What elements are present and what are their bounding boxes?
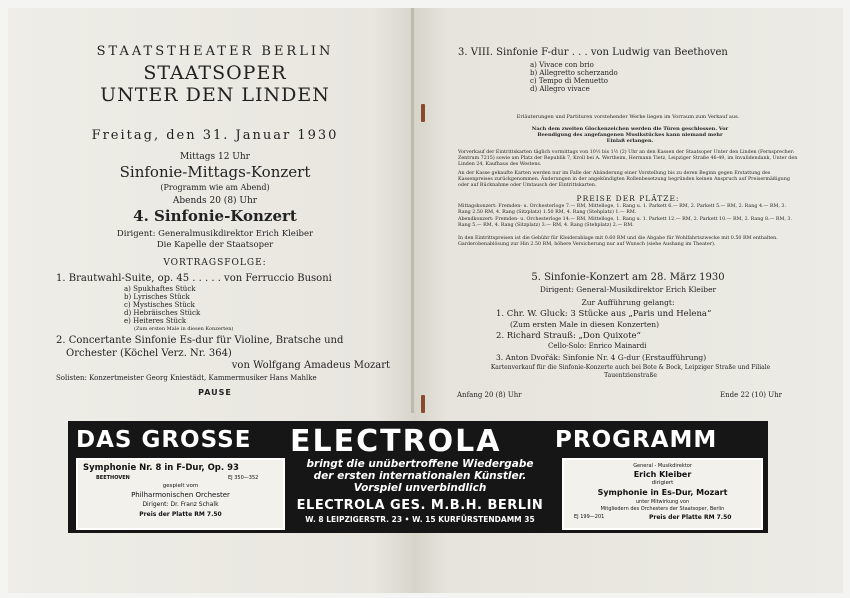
evening-title: 4. Sinfonie-Konzert — [133, 207, 297, 225]
notice-doors: Nach dem zweiten Glockenzeichen werden die Türen geschlossen. Vor Beendigung des angefangenen Musikstückes kann niemand mehr Einlaß erlangen. — [531, 126, 729, 144]
midday-time: Mittags 12 Uhr — [180, 152, 250, 162]
item3-part: c) Tempo di Menuetto — [530, 77, 608, 85]
item1-parts — [124, 285, 200, 325]
ad-left-conductor: Dirigent: Dr. Franz Schalk — [142, 501, 219, 508]
conductor: Dirigent: Generalmusikdirektor Erich Kleiber — [116, 229, 314, 239]
ad-right-code: EJ 199—201 — [574, 514, 605, 520]
ad-word-3: PROGRAMM — [555, 427, 718, 453]
ad-left-orchestra: Philharmonischen Orchester — [131, 491, 230, 499]
ad-right-price: Preis der Platte RM 7.50 — [649, 514, 732, 521]
ad-right-title: Symphonie in Es-Dur, Mozart — [597, 488, 728, 497]
prices-note: In den Eintrittspreisen ist die Gebühr für Kleiderablage mit 0.60 RM und die Abgabe für Wohlfahrtszwecke mit 0.50 RM enthalten. Garderobenablösung zur Hin 2.50 RM, höhere Versicherung nur auf Wunsch (siehe Aushang im Theater). — [458, 236, 778, 247]
presale-info: Vorverkauf der Eintrittskarten täglich vormittags von 10½ bis 1½ (2) Uhr an den Kassen der Staatsoper Unter den Linden (Fernsprecher: Zentrum 7215) sowie am Platz der Republik 7, Kroll bei A. Wertheim, Hermann Tietz, Leipziger Straße 46-49, im Invalidendank, Unter den Linden 24, Kaufhaus des Westens. — [458, 150, 798, 167]
next-concert-title: 5. Sinfonie-Konzert am 28. März 1930 — [531, 272, 725, 283]
next-conductor: Dirigent: General-Musikdirektor Erich Kleiber — [539, 285, 717, 294]
ad-right-pre: General - Musikdirektor — [633, 463, 692, 469]
ad-left-title: Symphonie Nr. 8 in F-Dur, Op. 93 — [83, 463, 239, 473]
item1-part: e) Heiteres Stück — [124, 317, 187, 325]
ad-word-2: ELECTROLA — [290, 424, 502, 459]
midday-note: (Programm wie am Abend) — [160, 183, 270, 192]
refund-info: An der Kasse gekaufte Karten werden nur im Falle der Abänderung einer Vorstellung bis zu deren Beginn gegen Erstattung des Kassenpreises zurückgenommen. Änderungen in der angekündigten Rollenbesetzung begründen keinen Anspruch auf Preisermäßigung oder auf Rücknahme oder Umtausch der Eintrittskarten. — [458, 171, 790, 188]
item1-note: (Zum ersten Male in diesen Konzerten) — [134, 326, 234, 332]
item1-part: d) Hebräisches Stück — [124, 309, 201, 317]
house-line-2: UNTER DEN LINDEN — [100, 84, 330, 106]
ad-address: W. 8 LEIPZIGERSTR. 23 • W. 15 KURFÜRSTENDAMM 35 — [305, 515, 535, 524]
center-fold — [411, 8, 414, 413]
evening-time: Abends 20 (8) Uhr — [172, 196, 258, 206]
ad-left-code: EJ 350—352 — [228, 475, 259, 481]
item3-part: d) Allegro vivace — [530, 85, 590, 93]
ad-word-1: DAS GROSSE — [76, 427, 252, 453]
ad-center-text — [286, 458, 554, 494]
ad-right-orchestra: Mitgliedern des Orchesters der Staatsoper, Berlin — [600, 506, 725, 512]
end-time: Ende 22 (10) Uhr — [720, 391, 782, 399]
orchestra: Die Kapelle der Staatsoper — [156, 240, 274, 250]
ad-left-box — [76, 458, 285, 530]
notice-scores: Erläuterungen und Partituren vorstehender Werke liegen im Vorraum zum Verkauf aus. — [516, 114, 740, 120]
ad-center-line-2: der ersten internationalen Künstler. — [313, 470, 527, 482]
prices-midday: Mittagskonzert: Fremden- u. Orchesterloge 7.— RM, Mittelloge, 1. Rang u. 1. Parkett 6.— RM, 2. Parkett 5.— RM, 2. Rang 4.— RM, 3. Rang 2.50 RM, 4. Rang (Sitzplatz) 1.50 RM, 4. Rang (Stehplatz) 1.— RM. — [458, 204, 786, 215]
midday-title: Sinfonie-Mittags-Konzert — [119, 163, 311, 181]
item3-part: b) Allegretto scherzando — [530, 69, 618, 77]
item2-title-a: 2. Concertante Sinfonie Es-dur für Violine, Bratsche und — [56, 335, 344, 346]
item2-composer: von Wolfgang Amadeus Mozart — [231, 360, 390, 371]
item2-title-b: Orchester (Köchel Verz. Nr. 364) — [66, 348, 232, 359]
next-item-2-note: Cello-Solo: Enrico Mainardi — [548, 342, 647, 350]
pause: PAUSE — [198, 388, 232, 397]
prices-evening: Abendkonzert: Fremden- u. Orchesterloge 14.— RM, Mittelloge, 1. Rang u. 1. Parkett 12.— RM, 2. Parkett 10.— RM, 2. Rang 8.— RM, 3. Rang 5.— RM, 4. Rang (Sitzplatz) 3.— RM, 4. Rang (Stehplatz) 2.— RM. — [458, 217, 792, 228]
next-item-2: 2. Richard Strauß: „Don Quixote“ — [496, 331, 641, 341]
item3-parts — [530, 61, 618, 93]
item1-part: c) Mystisches Stück — [124, 301, 195, 309]
ad-center-line-3: Vorspiel unverbindlich — [353, 482, 487, 494]
item1-part: a) Spukhaftes Stück — [124, 285, 196, 293]
item3-part: a) Vivace con brio — [530, 61, 594, 69]
ad-left-played: gespielt vom — [162, 483, 199, 489]
next-heading: Zur Aufführung gelangt: — [581, 298, 675, 307]
next-item-3: 3. Anton Dvořák: Sinfonie Nr. 4 G-dur (Erstaufführung) — [496, 353, 707, 362]
program-heading: VORTRAGSFOLGE: — [163, 258, 267, 268]
start-time: Anfang 20 (8) Uhr — [457, 391, 522, 399]
house-line-1: STAATSOPER — [143, 62, 287, 84]
item1-part: b) Lyrisches Stück — [124, 293, 190, 301]
ad-right-with: unter Mitwirkung von — [635, 499, 690, 505]
item1-title: 1. Brautwahl-Suite, op. 45 . . . . . von Ferruccio Busoni — [56, 273, 332, 284]
ad-left-composer: BEETHOVEN — [96, 475, 130, 481]
ad-right-name: Erich Kleiber — [633, 470, 692, 479]
theater-name: STAATSTHEATER BERLIN — [96, 44, 334, 59]
next-item-1: 1. Chr. W. Gluck: 3 Stücke aus „Paris und Helena“ — [496, 309, 712, 319]
ad-left-price: Preis der Platte RM 7.50 — [139, 511, 222, 518]
electrola-advertisement — [68, 421, 768, 533]
prices-heading: PREISE DER PLÄTZE: — [576, 194, 680, 203]
item3-title: 3. VIII. Sinfonie F-dur . . . von Ludwig van Beethoven — [458, 47, 728, 58]
ad-company: ELECTROLA GES. M.B.H. BERLIN — [296, 498, 544, 513]
staple-top — [421, 104, 425, 122]
staple-bottom — [421, 395, 425, 413]
sale-note: Kartenverkauf für die Sinfonie-Konzerte auch bei Bote & Bock, Leipziger Straße und Filiale Tauentzienstraße — [490, 364, 771, 379]
next-item-1-note: (Zum ersten Male in diesen Konzerten) — [510, 320, 660, 329]
soloists: Solisten: Konzertmeister Georg Kniestädt, Kammermusiker Hans Mahlke — [56, 374, 317, 382]
ad-right-box — [562, 458, 763, 530]
ad-right-directs: dirigiert — [651, 480, 674, 486]
ad-center-line-1: bringt die unübertroffene Wiedergabe — [306, 458, 534, 470]
concert-date: Freitag, den 31. Januar 1930 — [91, 128, 339, 143]
